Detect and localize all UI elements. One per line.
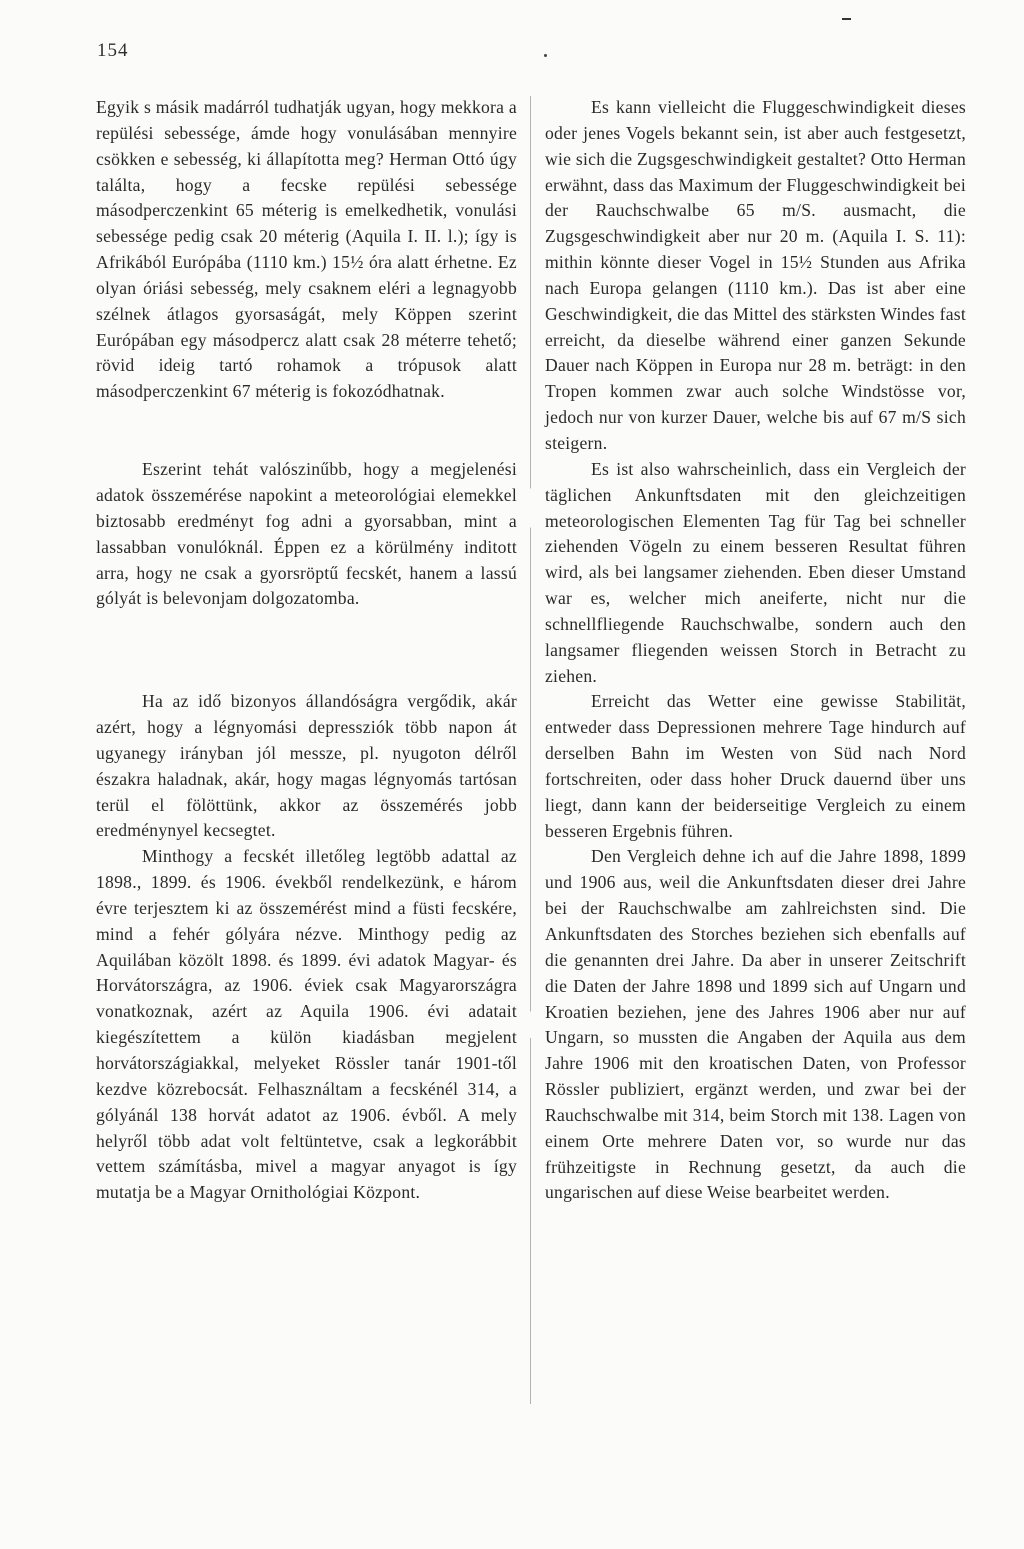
top-edge-mark — [842, 18, 851, 20]
german-column — [545, 95, 966, 1206]
hu-paragraph-4: Minthogy a fecskét illetőleg legtöbb adattal az 1898., 1899. és 1906. évekből rendelkezünk, e három évre terjesztem ki az összemérést mind a füsti fecskére, mind a fehér gólyára nézve. Minthogy pedig az Aquilában közölt 1898. és 1899. évi adatok Magyar- és Horvátországra, az 1906. éviek csak Magyarországra vonatkoznak, azért az Aquila 1906. évi adatait kiegészítettem a külön kiadásban megjelent horvátországiakkal, melyeket Rössler tanár 1901-től kezdve közrebocsát. Felhasználtam a fecskénél 314, a gólyánál 138 horvát adatot az 1906. évből. A mely helyről több adat volt feltüntetve, csak a legkorábbit vettem számításba, mivel a magyar anyagot is így mutatja be a Magyar Ornithológiai Központ. — [96, 846, 517, 1203]
page-number: 154 — [97, 40, 129, 61]
hu-paragraph-1: Egyik s másik madárról tudhatják ugyan, hogy mekkora a repülési sebessége, ámde hogy vonulásában mennyire csökken e sebesség, ki állapította meg? Herman Ottó úgy találta, hogy a fecske repülési sebessége másodperczenkint 65 méterig is emelkedhetik, vonulási sebessége pedig csak 20 méterig (Aquila I. II. l.); így is Afrikából Európába (1110 km.) 15½ óra alatt érhetne. Ez olyan óriási sebesség, mely csaknem eléri a legnagyobb szélnek átlagos gyorsaságát, mely Köppen szerint Európában egy másodpercz alatt csak 28 méterre tehető; rövid ideig tartó rohamok a trópusok alatt másodperczenkint 67 méterig is fokozódhatnak. — [96, 97, 517, 402]
de-paragraph-4: Den Vergleich dehne ich auf die Jahre 1898, 1899 und 1906 aus, weil die Ankunftsdaten dieser drei Jahre bei der Rauchschwalbe am zahlreichsten sind. Die Ankunftsdaten des Storches beziehen sich ebenfalls auf die genannten drei Jahre. Da aber in unserer Zeitschrift die Daten der Jahre 1898 und 1899 sich auf Ungarn und Kroatien beziehen, jene des Jahres 1906 aber nur auf Ungarn, so mussten die Angaben der Aquila aus dem Jahre 1906 mit den kroatischen Daten, von Professor Rössler publiziert, ergänzt werden, und zwar bei der Rauchschwalbe mit 314, beim Storch mit 138. Lagen von einem Orte mehrere Daten vor, so wurde nur das frühzeitigste in Rechnung gesetzt, da auch die ungarischen auf diese Weise bearbeitet werden. — [545, 846, 966, 1203]
de-paragraph-1: Es kann vielleicht die Fluggeschwindigkeit dieses oder jenes Vogels bekannt sein, ist aber auch festgesetzt, wie sich die Zugsgeschwindigkeit gestaltet? Otto Herman erwähnt, dass das Maximum der Fluggeschwindigkeit bei der Rauchschwalbe 65 m/S. ausmacht, die Zugsgeschwindigkeit aber nur 20 m. (Aquila I. S. 11): mithin könnte dieser Vogel in 15½ Stunden aus Afrika nach Europa gelangen (1110 km.). Das ist aber eine Geschwindigkeit, die das Mittel des stärksten Windes fast erreicht, da dieselbe während einer ganzen Sekunde Dauer nach Köppen in Europa nur 28 m. beträgt: in den Tropen kommen zwar auch solche Windstösse vor, jedoch nur von kurzer Dauer, welche bis auf 67 m/S sich steigern. — [545, 97, 966, 453]
de-paragraph-2: Es ist also wahrscheinlich, dass ein Vergleich der täglichen Ankunftsdaten mit den gleichzeitigen meteorologischen Elementen Tag für Tag bei schneller ziehenden Vögeln zu einem besseren Resultat führen wird, als bei langsamer ziehenden. Eben dieser Umstand war es, welcher mich aneiferte, nicht nur die schnellfliegende Rauchschwalbe, sondern auch den langsamer fliegenden weissen Storch in Betracht zu ziehen. — [545, 458, 966, 686]
de-paragraph-3: Erreicht das Wetter eine gewisse Stabilität, entweder dass Depressionen mehrere Tage hindurch auf derselben Bahn im Westen von Süd nach Nord fortschreiten, oder dass hoher Druck dauernd über uns liegt, dann kann der beiderseitige Vergleich zu einem besseren Ergebnis führen. — [545, 691, 966, 841]
column-divider — [530, 96, 531, 1404]
hu-paragraph-2: Eszerint tehát valószinűbb, hogy a megjelenési adatok összemérése napokint a meteorológiai elemekkel biztosabb eredményt fog adni a gyorsabban, mint a lassabban vonulóknál. Éppen ez a körülmény inditott arra, hogy ne csak a gyorsröptű fecskét, hanem a lassú gólyát is belevonjam dolgozatomba. — [96, 459, 517, 609]
hungarian-column — [96, 95, 517, 1206]
column-dot-mark — [544, 54, 547, 57]
hu-paragraph-3: Ha az idő bizonyos állandóságra vergődik, akár azért, hogy a légnyomási depressziók több napon át ugyanegy irányban jól messze, pl. nyugoton délről északra haladnak, akár, hogy magas légnyomás tartósan terül el fölöttünk, akkor az összemérés jobb eredménynyel kecsegtet. — [96, 691, 517, 841]
